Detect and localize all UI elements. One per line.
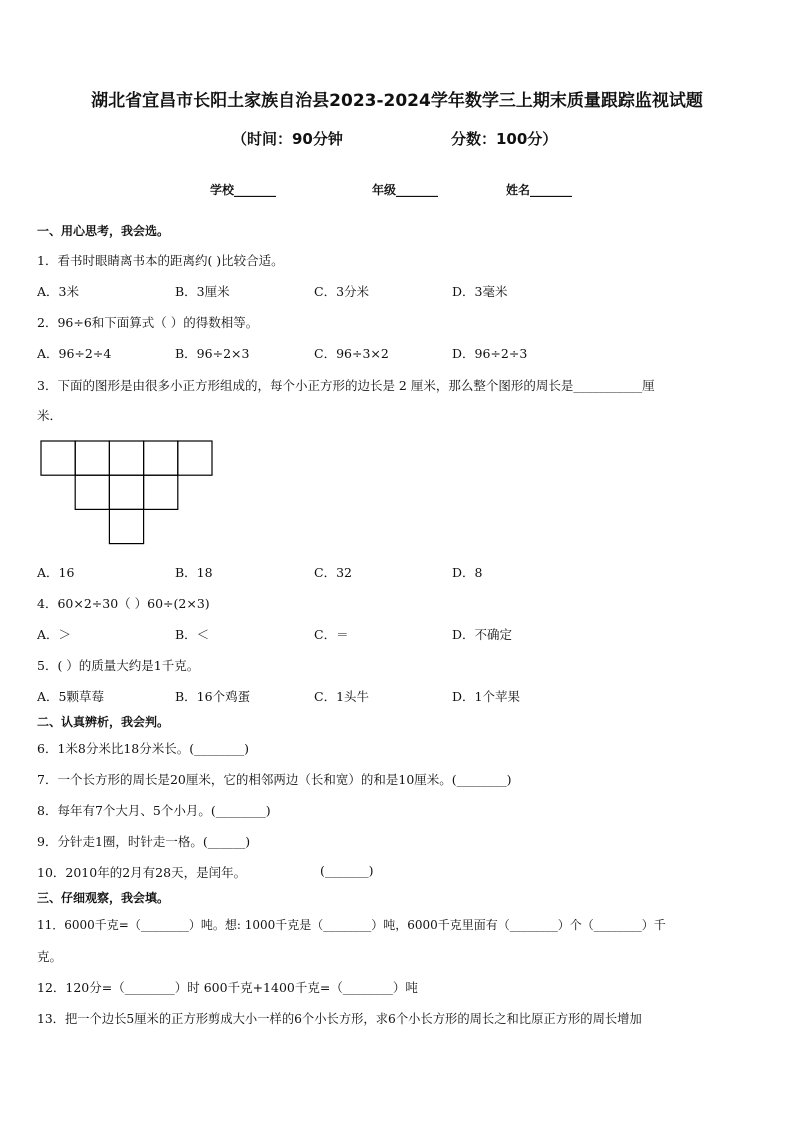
q2-option-b[interactable]: B．96÷2×3 [175,346,250,361]
question-5: 5．( ）的质量大约是1千克。 [37,658,200,673]
grid-square [144,475,178,509]
q5-option-b[interactable]: B．16个鸡蛋 [175,689,251,704]
q2-option-d[interactable]: D．96÷2÷3 [452,346,528,361]
q2-option-a[interactable]: A．96÷2÷4 [37,346,112,361]
q1-option-c[interactable]: C．3分米 [314,284,370,299]
question-9: 9．分针走1圈，时针走一格。(______) [37,834,251,849]
page-title: 湖北省宜昌市长阳土家族自治县2023-2024学年数学三上期末质量跟踪监视试题 [91,91,703,111]
q3-option-d[interactable]: D．8 [452,565,483,580]
school-field[interactable]: 学校_______ [210,183,277,197]
grid-square [109,509,143,543]
grid-square [109,475,143,509]
question-8: 8．每年有7个大月、5个小月。(________) [37,803,271,818]
q3-option-a[interactable]: A．16 [37,565,75,580]
question-2: 2．96÷6和下面算式（ ）的得数相等。 [37,315,259,330]
q2-option-c[interactable]: C．96÷3×2 [314,346,389,361]
question-4: 4．60×2÷30（ ）60÷(2×3) [37,596,210,611]
grid-square [144,441,178,475]
grid-square [109,441,143,475]
grade-field[interactable]: 年级_______ [372,183,439,197]
q5-option-c[interactable]: C．1头牛 [314,689,370,704]
question-10-blank[interactable]: (_______) [320,863,374,878]
q5-option-a[interactable]: A．5颗草莓 [37,689,104,704]
q4-option-a[interactable]: A．＞ [37,627,72,642]
question-10: 10．2010年的2月有28天，是闰年。 [37,865,247,880]
grid-square [41,441,75,475]
exam-score: 分数：100分） [451,130,558,148]
question-11-line-1: 11．6000千克=（________）吨。想: 1000千克是（________）吨，6000千克里面有（________）个（________）千 [37,918,666,932]
q4-option-d[interactable]: D．不确定 [452,627,513,642]
q1-option-a[interactable]: A．3米 [37,284,79,299]
q4-option-c[interactable]: C．＝ [314,627,349,642]
grid-square [178,441,212,475]
section-heading-1: 一、用心思考，我会选。 [37,224,170,238]
name-field[interactable]: 姓名_______ [506,183,573,197]
question-3-line-2: 米． [37,408,63,423]
question-6: 6．1米8分米比18分米长。(________) [37,741,250,756]
q3-option-c[interactable]: C．32 [314,565,352,580]
question-13: 13．把一个边长5厘米的正方形剪成大小一样的6个小长方形，求6个小长方形的周长之和比原正方形的周长增加 [37,1012,642,1026]
question-3-line-1: 3．下面的图形是由很多小正方形组成的，每个小正方形的边长是 2 厘米，那么整个图形的周长是___________厘 [37,378,655,393]
section-heading-2: 二、认真辨析，我会判。 [37,715,170,729]
question-11-line-2: 克。 [37,949,63,964]
q1-option-d[interactable]: D．3毫米 [452,284,508,299]
section-heading-3: 三、仔细观察，我会填。 [37,891,170,905]
q1-option-b[interactable]: B．3厘米 [175,284,230,299]
exam-time: （时间：90分钟 [232,130,343,148]
q5-option-d[interactable]: D．1个苹果 [452,689,520,704]
grid-square [75,441,109,475]
question-12: 12．120分=（________）时 600千克+1400千克=（________）吨 [37,980,418,995]
grid-square [75,475,109,509]
question-7: 7．一个长方形的周长是20厘米，它的相邻两边（长和宽）的和是10厘米。(________) [37,772,512,787]
square-grid-figure [40,440,216,546]
q3-option-b[interactable]: B．18 [175,565,213,580]
question-1: 1．看书时眼睛离书本的距离约( )比较合适。 [37,253,284,268]
q4-option-b[interactable]: B．＜ [175,627,210,642]
